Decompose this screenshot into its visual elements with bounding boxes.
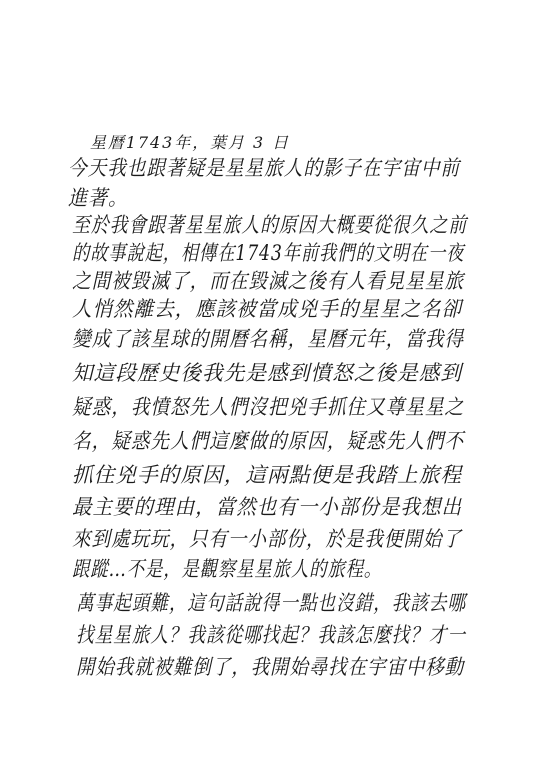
- text-line: 最主要的理由，當然也有一小部份是我想出: [72, 495, 462, 519]
- text-line: 萬事起頭難，這句話說得一點也沒錯，我該去哪: [76, 591, 466, 615]
- text-line: 人悄然離去，應該被當成兇手的星星之名卻: [72, 297, 462, 321]
- text-line: 找星星旅人？我該從哪找起？我該怎麼找？才一: [76, 623, 466, 647]
- text-line: 的故事說起，相傳在1743年前我們的文明在一夜: [72, 241, 465, 265]
- text-line: 變成了該星球的開曆名稱，星曆元年，當我得: [72, 327, 465, 351]
- text-line: 跟蹤…不是，是觀察星星旅人的旅程。: [72, 557, 383, 581]
- date-line: 星曆1743年，葉月 3 日: [90, 133, 291, 152]
- text-line: 知這段歷史後我先是感到憤怒之後是感到: [72, 361, 463, 385]
- text-line: 進著。: [68, 186, 128, 210]
- text-line: 開始我就被難倒了，我開始尋找在宇宙中移動: [76, 655, 465, 679]
- text-line: 抓住兇手的原因，這兩點便是我踏上旅程: [72, 463, 463, 487]
- text-line: 至於我會跟著星星旅人的原因大概要從很久之前: [72, 213, 468, 237]
- text-line: 來到處玩玩，只有一小部份，於是我便開始了: [72, 527, 462, 551]
- text-line: 名，疑惑先人們這麼做的原因，疑惑先人們不: [72, 429, 465, 453]
- text-line: 之間被毀滅了，而在毀滅之後有人看見星星旅: [72, 269, 465, 293]
- text-line: 今天我也跟著疑是星星旅人的影子在宇宙中前: [68, 156, 461, 180]
- text-line: 疑惑，我憤怒先人們沒把兇手抓住又尊星星之: [72, 395, 465, 419]
